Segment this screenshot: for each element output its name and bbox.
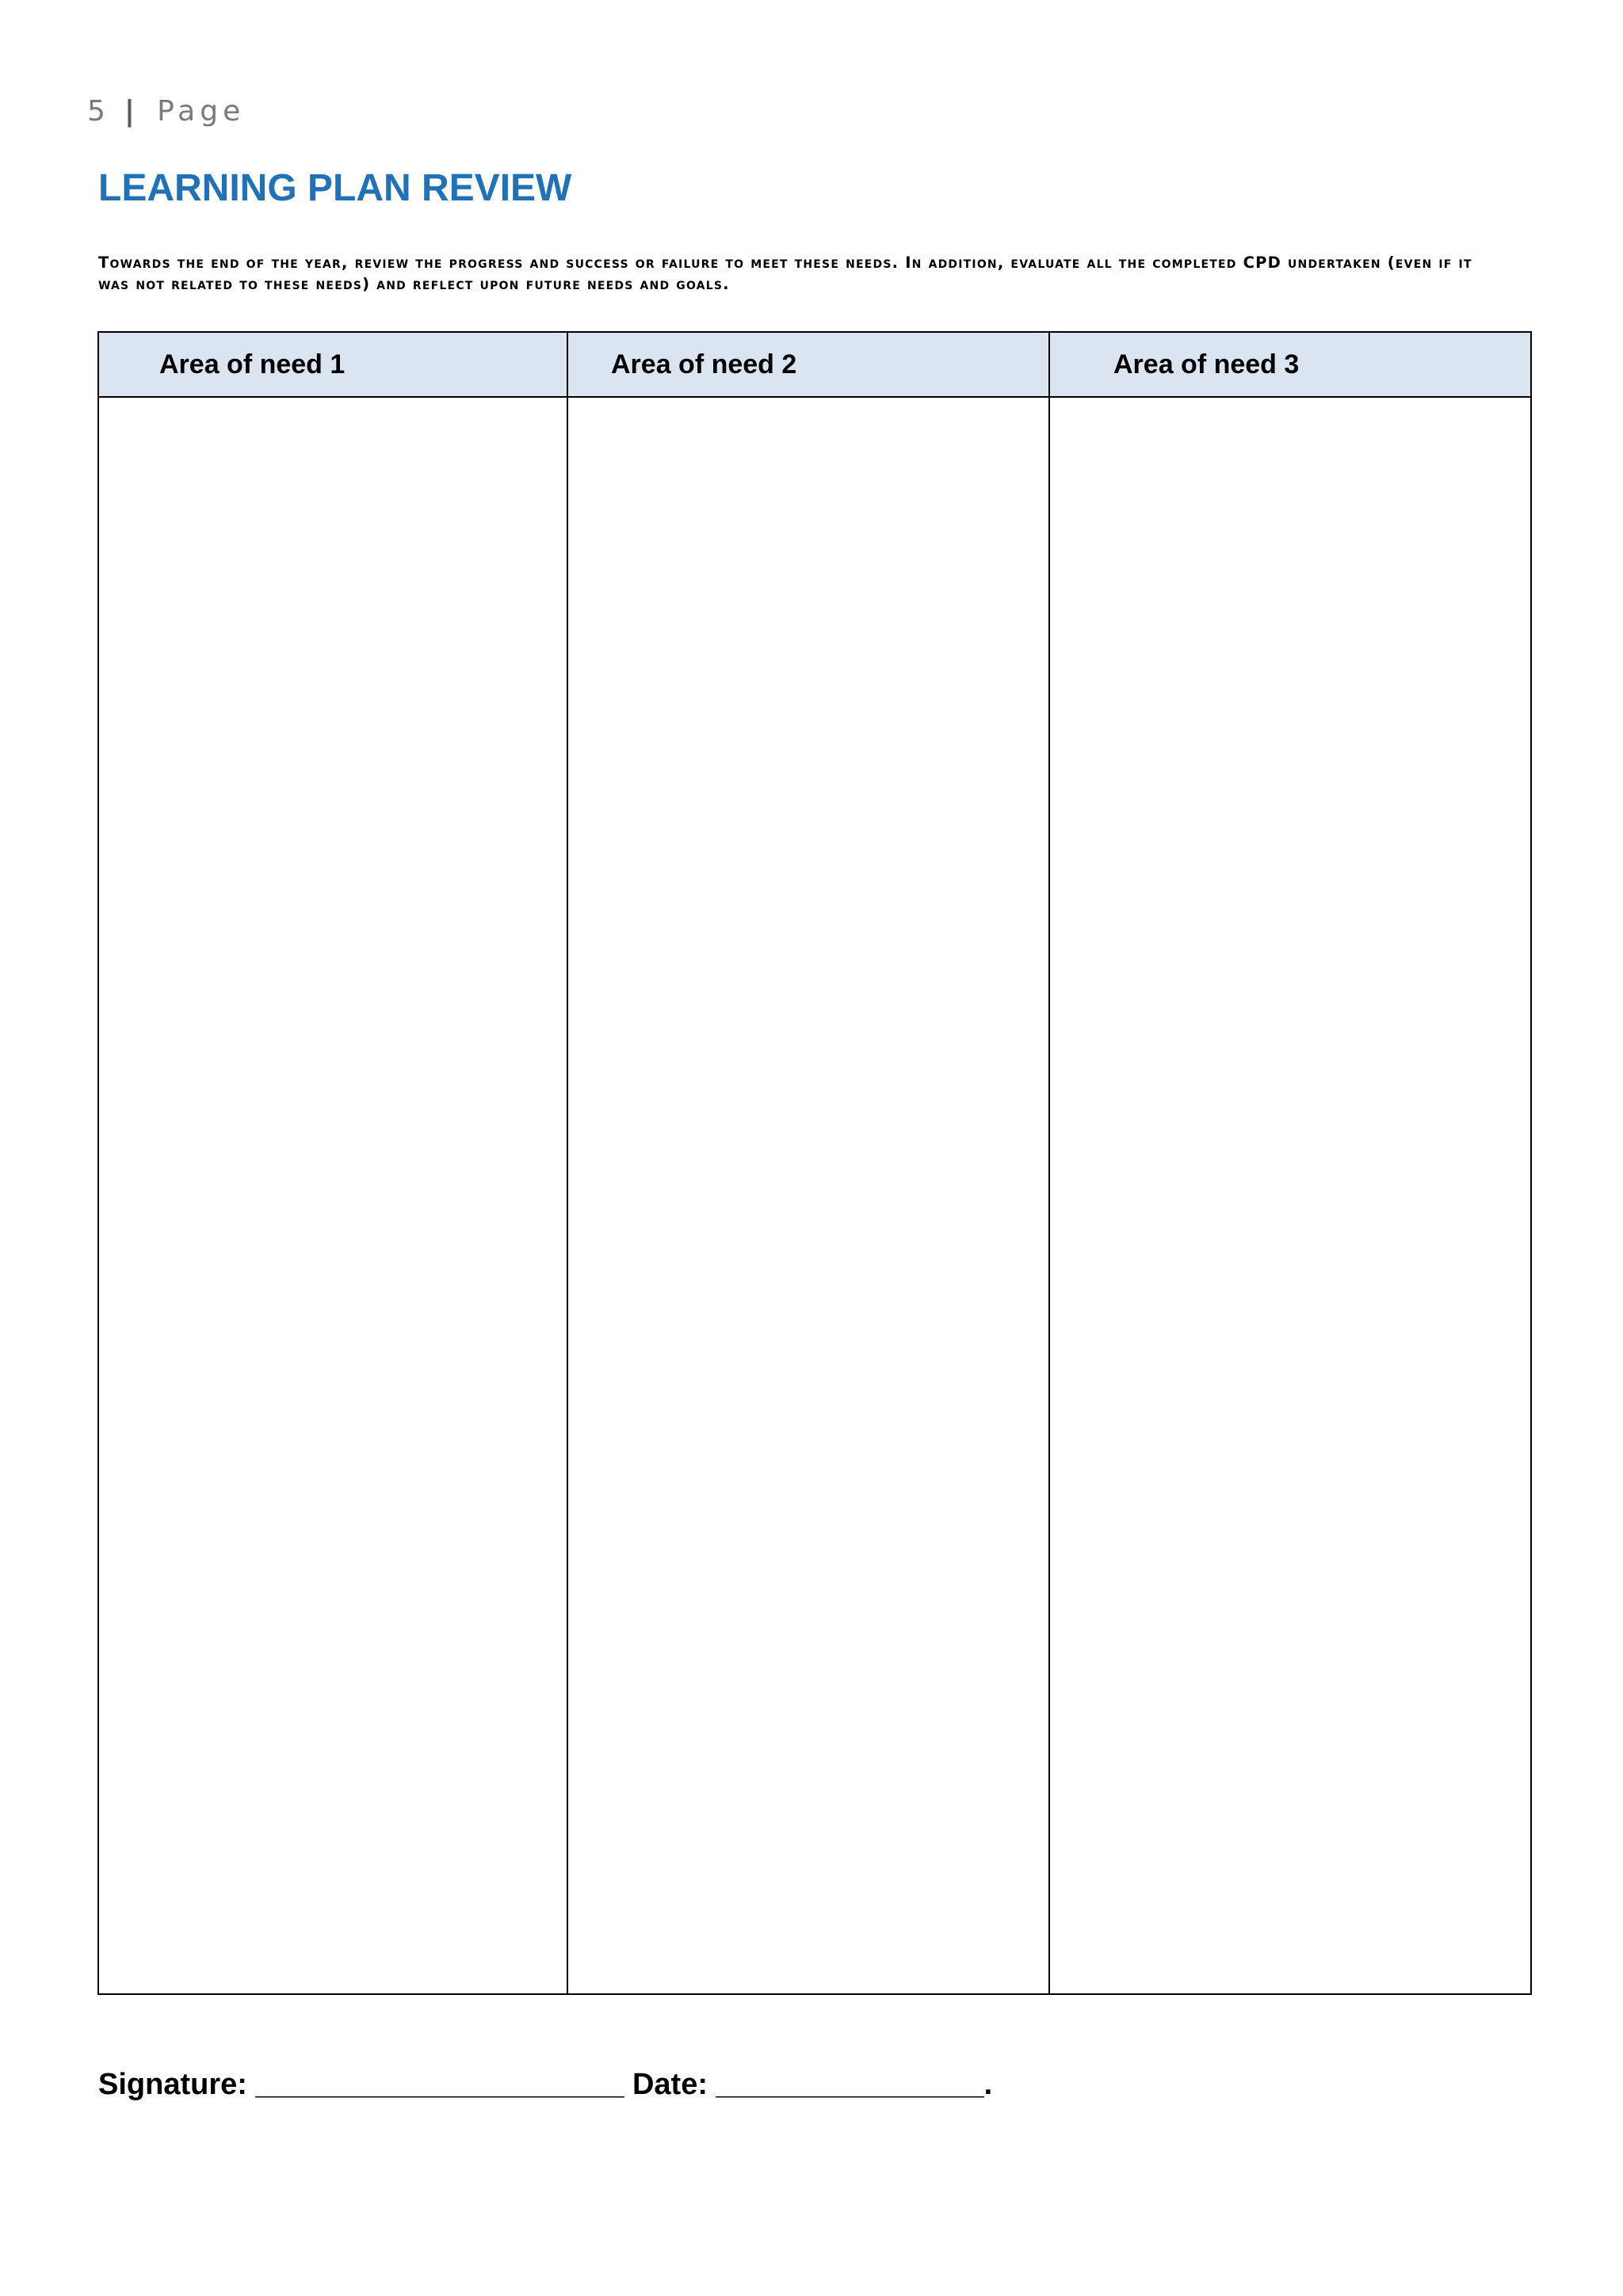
page-number-header — [87, 95, 245, 128]
area-of-need-3-entry-cell[interactable] — [1048, 398, 1530, 1993]
page-title: LEARNING PLAN REVIEW — [98, 167, 572, 209]
page-number-separator: | — [124, 95, 140, 128]
area-of-need-1-entry-cell[interactable] — [99, 398, 567, 1993]
learning-plan-review-table — [97, 331, 1532, 1995]
page-label: Page — [157, 95, 246, 128]
column-header-area-of-need-3: Area of need 3 — [1048, 333, 1530, 398]
area-of-need-2-entry-cell[interactable] — [567, 398, 1048, 1993]
page-number: 5 — [87, 95, 110, 128]
signature-date-line: Signature: ______________________ Date: ________________. — [98, 2068, 993, 2101]
column-header-area-of-need-2: Area of need 2 — [567, 333, 1048, 398]
column-header-area-of-need-1: Area of need 1 — [99, 333, 567, 398]
instructions-text: Towards the end of the year, review the progress and success or failure to meet these needs. In addition, evaluate all the completed CPD undertaken (even if it was not related to these needs) and reflect upon future needs and goals. — [98, 254, 1472, 293]
